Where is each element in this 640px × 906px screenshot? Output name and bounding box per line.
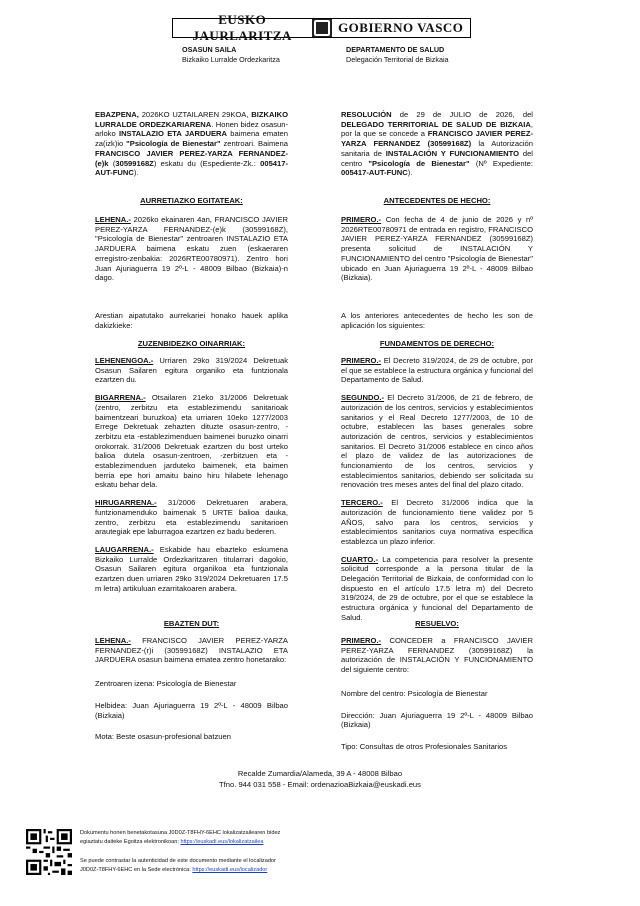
footer-contact: Tfno. 944 031 558 - Email: ordenazioaBizkaia@euskadi.eus [219,780,421,789]
verify-eu-link[interactable]: https://euskadi.eus/lokalizatzailea [180,839,264,845]
eu-antecedent-1: LEHENA.- 2026ko ekainaren 4an, FRANCISCO JAVIER PEREZ-YARZA FERNANDEZ-(e)k (30599168Z), "Psicología de Bienestar" zentroaren INSTALAZIO ETA JARDUERA baimena eskatu zuen (eskaeraren erregistro-zenbakia: 2026RTE00780971). Zentro hori Juan Ajuriaguerra 19 2º-L - 48009 Bilbao (Bizkaia)-n dago. [95,215,288,283]
eu-mode: Mota: Beste osasun-profesional batzuen [95,732,231,742]
es-law-2: SEGUNDO.- El Decreto 31/2006, de 21 de febrero, de autorización de los centros, servicios y establecimientos sanitarios y el Real Decreto 1277/2003, de 10 de octubre, establecen las bases generales sobre autorización de centros, servicios y establecimientos sanitarios. El Decreto 31/2006 establece en cinco años el plazo de validez de las autorizaciones de funcionamiento de los centros, servicios y establecimientos sanitarios, debiendo ser solicitada su renovación tres meses antes del final del plazo citado. [341,393,533,490]
es-intro: RESOLUCIÓN de 29 de JULIO de 2026, del DELEGADO TERRITORIAL DE SALUD DE BIZKAIA, por la que se concede a FRANCISCO JAVIER PEREZ-YARZA FERNANDEZ (30599168Z) la Autorización sanitaria de INSTALACIÓN Y FUNCIONAMIENTO del centro "Psicología de Bienestar" (Nº Expediente: 005417-AUT-FUNC). [341,110,533,178]
footer [0,768,640,790]
verify-eu-line2: egiaztatu daiteke Egoitza elektronikoan: [80,839,181,845]
es-heading-resolve: RESUELVO: [415,619,459,628]
es-centre-name: Nombre del centro: Psicología de Bienestar [341,688,488,698]
eu-address: Helbidea: Juan Ajuriaguerra 19 2º-L - 48009 Bilbao (Bizkaia) [95,700,288,720]
es-resolution [341,636,533,760]
dept-eu-sub: Bizkaiko Lurralde Ordezkaritza [182,54,280,64]
es-res-1: PRIMERO.- CONCEDER a FRANCISCO JAVIER PEREZ-YARZA FERNANDEZ (30599168Z) la autorización de INSTALACIÓN Y FUNCIONAMIENTO del siguiente centro: [341,636,533,675]
eu-law-1: LEHENENGOA.- Urriaren 29ko 319/2024 Dekretuak Osasun Sailaren egitura organiko eta funtzionala ezartzen du. [95,356,288,385]
verify-es-line2: J0D0Z-T8FHY-6EHC en la Sede electrónica: [80,867,193,873]
coat-of-arms-icon [312,19,332,37]
spanish-column [341,110,533,186]
es-mode: Tipo: Consultas de otros Profesionales Sanitarios [341,741,508,751]
es-law-list [341,356,533,631]
verify-es-link[interactable]: https://euskadi.eus/localizador [192,867,268,873]
government-header [172,12,471,43]
basque-column [95,110,288,186]
eu-law-2: BIGARRENA.- Otsailaren 21eko 31/2006 Dekretuak (zentro, zerbitzu eta establezimendu sanitarioak baimentzeari buruzkoa) eta urriaren 10eko 1277/2003 Errege Dekretuak zehazten dituzte osasun-zentro, -zerbitzu eta -establezimenduen baimenei buruzko oinarri orokorrak. 31/2006 Dekretuak ezartzen du bost urteko balioa dutela osasun-zentroen, -zerbitzuen eta -establezimenduen jarduteko baimenek, eta baimen berria epe hori amaitu baino hiru hilabete lehenago eskatu behar dela. [95,393,288,490]
header-title-eu: EUSKO JAURLARITZA [192,12,292,43]
es-address: Dirección: Juan Ajuriaguerra 19 2º-L - 48009 Bilbao (Bizkaia) [341,710,533,730]
eu-intro: EBAZPENA, 2026KO UZTAILAREN 29KOA, BIZKAIKO LURRALDE ORDEZKARIARENA. Honen bidez osasun-arloko INSTALAZIO ETA JARDUERA baimena ematen za(izk)io "Psicología de Bienestar" zentroari. Baimena FRANCISCO JAVIER PEREZ-YARZA FERNANDEZ-(e)k (30599168Z) eskatu du (Espediente-Zk.: 005417-AUT-FUNC). [95,110,289,178]
eu-heading-antecedents: AURRETIAZKO EGITATEAK: [140,196,243,205]
eu-res-1: LEHENA.- FRANCISCO JAVIER PEREZ-YARZA FERNANDEZ-(r)i (30599168Z) INSTALAZIO ETA JARDUERA osasun baimena ematea zentro honetarako: [95,636,288,665]
es-law-3: TERCERO.- El Decreto 31/2006 indica que la autorización de funcionamiento tiene validez por 5 AÑOS, salvo para los centros, servicios y establecimientos sanitarios cuya normativa específica establezca un plazo inferior. [341,498,533,546]
verify-es-line1: Se puede contrastar la autenticidad de este documento mediante el localizador [80,858,276,864]
dept-eu [182,45,280,64]
es-law-1: PRIMERO.- El Decreto 319/2024, de 29 de octubre, por el que se establece la estructura orgánica y funcional del Departamento de Salud. [341,356,533,385]
verify-eu-line1: Dokumentu honen benetakotasuna J0D0Z-T8FHY-6EHC lokalizatzailearen bidez [80,830,281,836]
es-law-4: CUARTO.- La competencia para resolver la presente solicitud corresponde a la persona titular de la Delegación Territorial de Bizkaia, de conformidad con lo dispuesto en el artículo 17.5 letra m) del Decreto 319/2024, de 29 de octubre, por el que se establece la estructura orgánica y funcional del Departamento de Salud. [341,554,533,622]
eu-law-3: HIRUGARRENA.- 31/2006 Dekretuaren arabera, funtzionamenduko baimenak 5 URTE balioa dauka, zentro, zerbitzu eta establezimendu sanitarioen arautegiak epe laburragoa ezartzen ez badu bederen. [95,498,288,537]
es-heading-antecedents: ANTECEDENTES DE HECHO: [383,196,491,205]
es-antecedent-1: PRIMERO.- Con fecha de 4 de junio de 2026 y nº 2026RTE00780971 de entrada en registro, FRANCISCO JAVIER PEREZ-YARZA FERNANDEZ (30599168Z) presenta solicitud de INSTALACIÓN Y FUNCIONAMIENTO del centro "Psicología de Bienestar" ubicado en Juan Ajuriaguerra 19 2º-L - 48009 Bilbao (Bizkaia). [341,215,533,283]
dept-es-name: DEPARTAMENTO DE SALUD [346,45,445,54]
eu-resolution [95,636,288,750]
verify-eu [80,829,280,847]
eu-centre-name: Zentroaren izena: Psicología de Bienestar [95,679,237,689]
eu-heading-law: ZUZENBIDEZKO OINARRIAK: [137,339,246,348]
dept-eu-name: OSASUN SAILA [182,45,237,54]
eu-heading-resolve: EBAZTEN DUT: [163,619,220,628]
es-pre-law: A los anteriores antecedentes de hecho les son de aplicación los siguientes: [341,311,533,330]
qr-code-icon [26,829,72,875]
verify-es [80,857,276,875]
dept-es-sub: Delegación Territorial de Bizkaia [346,54,449,64]
footer-address: Recalde Zumardia/Alameda, 39 A - 48008 Bilbao [237,769,403,778]
eu-law-list [95,356,288,601]
header-title-es: GOBIERNO VASCO [338,20,464,35]
dept-es [346,45,449,64]
eu-law-4: LAUGARRENA.- Eskabide hau ebazteko eskumena Bizkaiko Lurralde Ordezkaritzaren titularrari dagokio, Osasun Sailaren egitura organikoa eta funtzionala ezartzen duen urriaren 29ko 319/2024 Dekretuaren 17.5 m letra) artikuluan ezarritakoaren arabera. [95,544,288,593]
eu-pre-law: Arestian aipatutako aurrekariei honako hauek aplika dakizkieke: [95,311,288,330]
es-heading-law: FUNDAMENTOS DE DERECHO: [379,339,495,348]
